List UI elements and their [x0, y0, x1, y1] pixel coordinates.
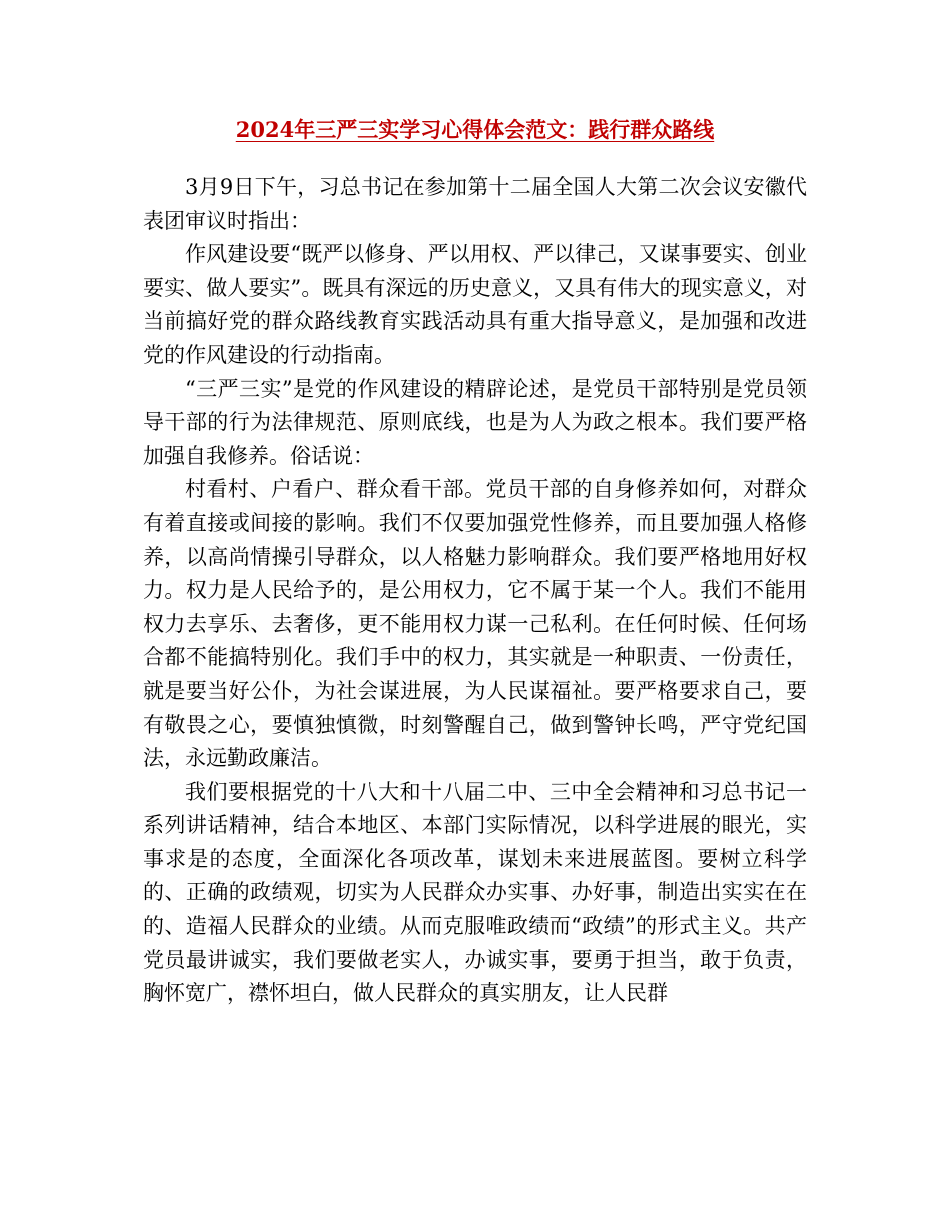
- paragraph: “三严三实”是党的作风建设的精辟论述，是党员干部特别是党员领导干部的行为法律规范、原则底线，也是为人为政之根本。我们要严格加强自我修养。俗话说：: [143, 376, 807, 468]
- document-title: [0, 116, 950, 144]
- paragraph: 我们要根据党的十八大和十八届二中、三中全会精神和习总书记一系列讲话精神，结合本地区、本部门实际情况，以科学进展的眼光，实事求是的态度，全面深化各项改革，谋划未来进展蓝图。要树立科学的、正确的政绩观，切实为人民群众办实事、办好事，制造出实实在在的、造福人民群众的业绩。从而克服唯政绩而“政绩”的形式主义。共产党员最讲诚实，我们要做老实人，办诚实事，要勇于担当，敢于负责，胸怀宽广，襟怀坦白，做人民群众的真实朋友，让人民群: [143, 779, 807, 1006]
- paragraph: 村看村、户看户、群众看干部。党员干部的自身修养如何，对群众有着直接或间接的影响。我们不仅要加强党性修养，而且要加强人格修养，以高尚情操引导群众，以人格魅力影响群众。我们要严格地用好权力。权力是人民给予的，是公用权力，它不属于某一个人。我们不能用权力去享乐、去奢侈，更不能用权力谋一己私利。在任何时候、任何场合都不能搞特别化。我们手中的权力，其实就是一种职责、一份责任，就是要当好公仆，为社会谋进展，为人民谋福祉。要严格要求自己，要有敬畏之心，要慎独慎微，时刻警醒自己，做到警钟长鸣，严守党纪国法，永远勤政廉洁。: [143, 477, 807, 771]
- document-body: [143, 171, 807, 1011]
- document-title-text: 2024年三严三实学习心得体会范文：践行群众路线: [235, 117, 715, 142]
- paragraph: 3月9日下午，习总书记在参加第十二届全国人大第二次会议安徽代表团审议时指出：: [143, 175, 807, 233]
- paragraph: 作风建设要“既严以修身、严以用权、严以律己，又谋事要实、创业要实、做人要实”。既具有深远的历史意义，又具有伟大的现实意义，对当前搞好党的群众路线教育实践活动具有重大指导意义，是加强和改进党的作风建设的行动指南。: [143, 242, 807, 367]
